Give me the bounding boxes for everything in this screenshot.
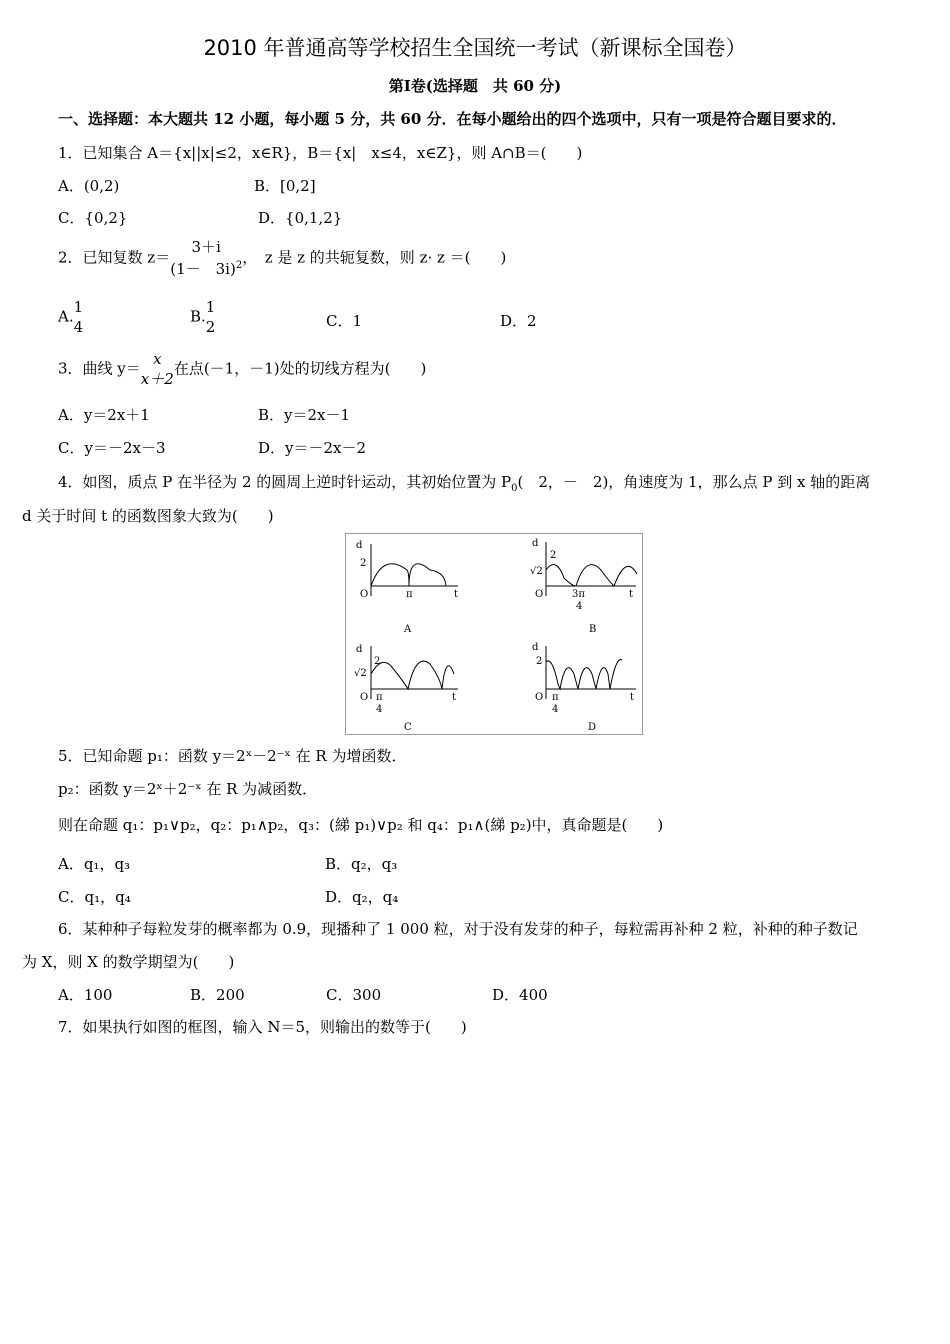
question-6-line-1: 6．某种种子每粒发芽的概率都为 0.9，现播种了 1 000 粒，对于没有发芽的种子，每粒需再补种 2 粒，补种的种子数记 — [58, 920, 858, 938]
question-4-line-1 — [58, 471, 870, 494]
q3-option-c: C．y＝－2x－3 — [58, 439, 166, 457]
question-2-stem — [58, 238, 506, 279]
panel-d-caption: D — [588, 722, 597, 733]
panel-b-origin: O — [535, 589, 544, 600]
q3-denominator: x＋2 — [140, 369, 174, 388]
panel-b-x-tick-num: 3π — [572, 589, 585, 600]
panel-b-y-label: d — [532, 538, 539, 549]
panel-c-y-label: d — [356, 644, 363, 655]
panel-d-x-label: t — [630, 692, 635, 703]
q2-prefix: 2．已知复数 z＝ — [58, 248, 171, 267]
panel-a-y-label: d — [356, 540, 363, 551]
q3-numerator: x — [153, 350, 162, 368]
q5-option-b: B．q₂，q₃ — [325, 855, 398, 873]
q2-denominator: (1－ 3i) — [170, 259, 236, 278]
q2-a-den: 4 — [73, 317, 84, 336]
panel-c-x-tick-den: 4 — [376, 704, 383, 715]
panel-b-x-label: t — [629, 589, 634, 600]
panel-d-y-label: d — [532, 642, 539, 653]
question-5-line-1: 5．已知命题 p₁：函数 y＝2ˣ－2⁻ˣ 在 R 为增函数． — [58, 747, 407, 765]
panel-c-origin: O — [360, 692, 369, 703]
graph-panel-b — [530, 538, 637, 635]
panel-c-caption: C — [404, 722, 412, 733]
q2-option-a — [58, 298, 83, 337]
q5-option-c: C．q₁，q₄ — [58, 888, 131, 906]
q2-denominator-exponent: 2 — [235, 259, 243, 271]
question-7-stem: 7．如果执行如图的框图，输入 N＝5，则输出的数等于( ) — [58, 1018, 467, 1036]
panel-d-x-tick-num: π — [552, 692, 559, 703]
panel-b-caption: B — [589, 624, 597, 635]
panel-c-y-tick-sqrt2: √2 — [354, 668, 367, 679]
q1-option-a: A．(0,2) — [58, 177, 120, 195]
panel-a-x-label: t — [454, 589, 459, 600]
graph-panel-a — [356, 540, 458, 635]
q3-suffix: 在点(－1，－1)处的切线方程为( ) — [173, 359, 427, 378]
question-4-line-2: d 关于时间 t 的函数图象大致为( ) — [22, 507, 274, 525]
q2-b-num: 1 — [205, 298, 216, 316]
q5-option-d: D．q₂，q₄ — [325, 888, 399, 906]
q2-option-c: C．1 — [326, 312, 363, 330]
section-subtitle: 第Ⅰ卷(选择题 共 60 分) — [388, 77, 562, 95]
q2-a-label: A. — [58, 307, 74, 326]
q1-option-c: C．{0,2} — [58, 209, 128, 227]
q4-p0-subscript: 0 — [511, 483, 518, 494]
question-5-line-2: p₂：函数 y＝2ˣ＋2⁻ˣ 在 R 为减函数． — [58, 780, 318, 798]
q3-prefix: 3．曲线 y＝ — [58, 359, 141, 378]
q2-suffix: ， z 是 z 的共轭复数，则 z· z ＝( ) — [242, 248, 507, 267]
panel-a-y-tick: 2 — [360, 558, 367, 569]
graph-panel-d — [532, 642, 636, 733]
q2-fraction — [170, 238, 242, 279]
question-3-stem — [58, 350, 426, 389]
q3-option-b: B．y＝2x－1 — [258, 406, 351, 424]
q2-b-label: B. — [190, 307, 206, 326]
q3-option-d: D．y＝－2x－2 — [258, 439, 367, 457]
q2-b-den: 2 — [205, 317, 216, 336]
q4-figure — [345, 533, 643, 735]
q3-option-a: A．y＝2x＋1 — [58, 406, 150, 424]
question-6-line-2: 为 X，则 X 的数学期望为( ) — [22, 953, 235, 971]
question-5-line-3: 则在命题 q₁：p₁∨p₂，q₂：p₁∧p₂，q₃：(綈 p₁)∨p₂ 和 q₄：p₁∧(綈 p₂)中，真命题是( ) — [58, 816, 664, 834]
q5-option-a: A．q₁，q₃ — [58, 855, 131, 873]
panel-a-origin: O — [360, 589, 369, 600]
question-1-stem: 1．已知集合 A＝{x||x|≤2，x∈R}，B＝{x| x≤4，x∈Z}，则 A∩B＝( ) — [58, 144, 583, 162]
page-title: 2010 年普通高等学校招生全国统一考试（新课标全国卷） — [203, 36, 747, 60]
q6-option-a: A．100 — [58, 986, 113, 1004]
q2-option-d: D．2 — [500, 312, 537, 330]
panel-b-y-tick: 2 — [550, 550, 557, 561]
panel-d-y-tick: 2 — [536, 656, 543, 667]
q6-option-c: C．300 — [326, 986, 382, 1004]
q6-option-d: D．400 — [492, 986, 548, 1004]
section-heading: 一、选择题：本大题共 12 小题，每小题 5 分，共 60 分．在每小题给出的四个选项中，只有一项是符合题目要求的． — [58, 110, 847, 128]
q4-line1-pre: 4．如图，质点 P 在半径为 2 的圆周上逆时针运动，其初始位置为 P — [58, 473, 512, 491]
q2-option-b — [190, 298, 215, 337]
panel-c-x-label: t — [452, 692, 457, 703]
q2-numerator: 3＋i — [170, 238, 242, 259]
graph-panel-c — [354, 644, 458, 733]
panel-d-x-tick-den: 4 — [552, 704, 559, 715]
q1-option-d: D．{0,1,2} — [258, 209, 343, 227]
panel-c-x-tick-num: π — [376, 692, 383, 703]
panel-c-y-tick: 2 — [374, 656, 381, 667]
q4-figure-svg — [346, 534, 642, 734]
panel-a-caption: A — [404, 624, 412, 635]
panel-d-origin: O — [535, 692, 544, 703]
panel-b-x-tick-den: 4 — [576, 601, 583, 612]
panel-b-y-tick-sqrt2: √2 — [530, 566, 543, 577]
q1-option-b: B．[0,2] — [254, 177, 316, 195]
panel-a-x-tick: π — [406, 589, 413, 600]
q4-line1-post: ( 2，－ 2)，角速度为 1，那么点 P 到 x 轴的距离 — [517, 473, 871, 491]
q6-option-b: B．200 — [190, 986, 245, 1004]
q2-a-num: 1 — [73, 298, 84, 316]
